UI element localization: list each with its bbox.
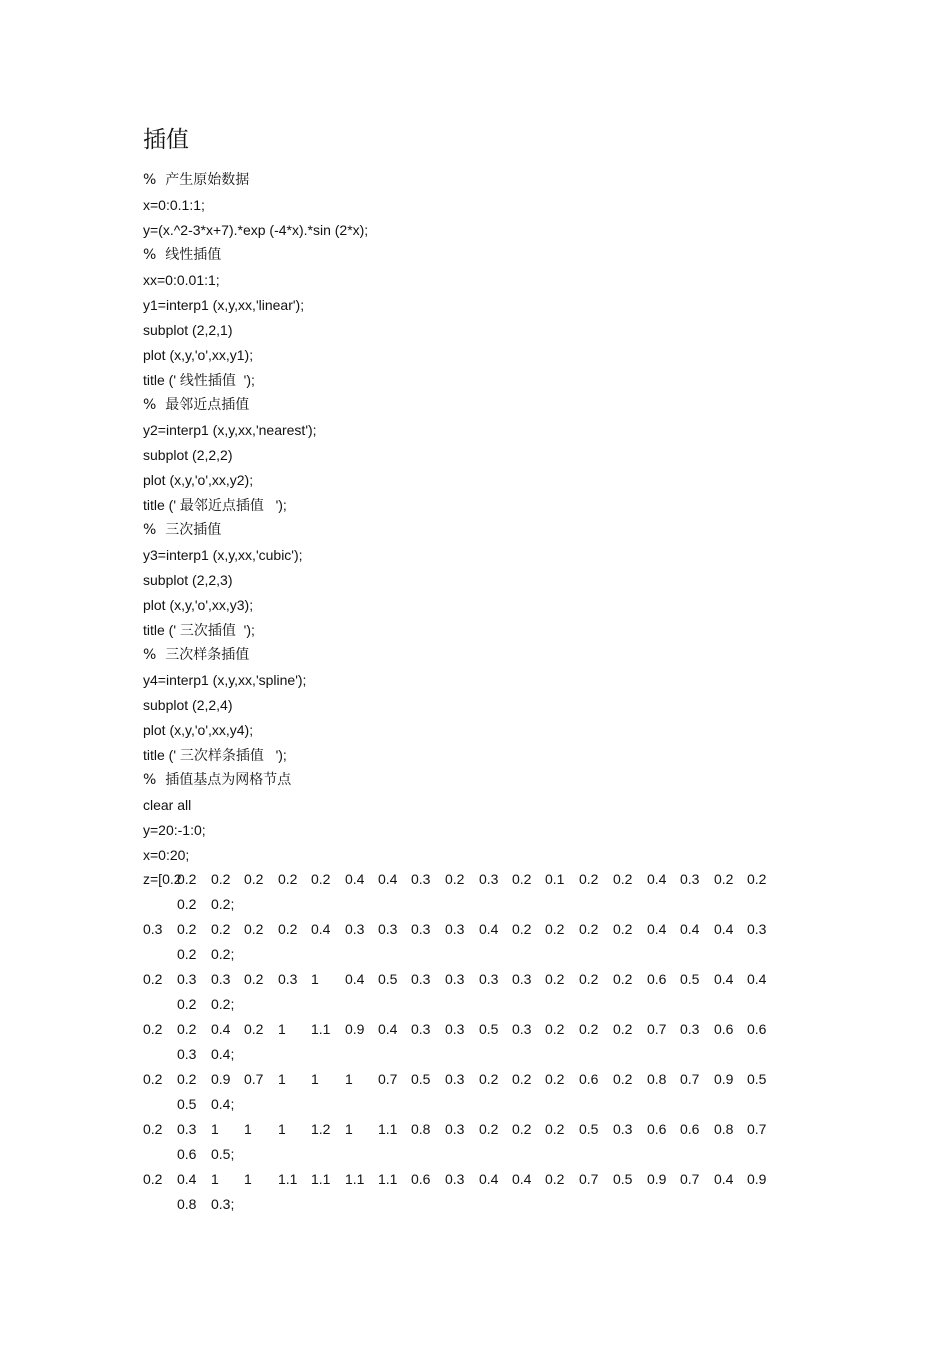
matrix-cell: 1 <box>211 1121 219 1137</box>
matrix-cell: 0.3 <box>378 921 398 937</box>
matrix-cell: 0.3 <box>345 921 365 937</box>
matrix-cell: 0.2; <box>211 896 235 912</box>
matrix-cell: 0.4 <box>714 921 734 937</box>
matrix-cell: 0.3 <box>445 971 465 987</box>
matrix-cell: 0.4 <box>714 971 734 987</box>
matrix-cell: 0.2 <box>579 971 599 987</box>
matrix-cell: 0.3 <box>479 871 499 887</box>
matrix-cell: 1 <box>278 1071 286 1087</box>
matrix-cell: 0.3 <box>411 1021 431 1037</box>
matrix-cell: 0.2 <box>143 971 163 987</box>
matrix-row <box>143 1067 823 1117</box>
matrix-cell: 0.2 <box>479 1071 499 1087</box>
matrix-row <box>143 1117 823 1167</box>
matrix-cell: 0.4 <box>479 921 499 937</box>
matrix-cell: 0.3 <box>512 971 532 987</box>
matrix-cell: 0.9 <box>714 1071 734 1087</box>
matrix-cell: 0.4 <box>345 871 365 887</box>
matrix-cell: 0.6 <box>647 1121 667 1137</box>
matrix-cell: 0.3 <box>512 1021 532 1037</box>
matrix-cell: 0.2 <box>613 921 633 937</box>
code-line: title (' 三次插值 '); <box>143 622 255 638</box>
matrix-cell: 0.6 <box>411 1171 431 1187</box>
matrix-cell: 0.2 <box>177 921 197 937</box>
matrix-cell: 0.2 <box>512 871 532 887</box>
matrix-cell: 0.5 <box>479 1021 499 1037</box>
matrix-cell: z=[0.2 <box>143 871 182 887</box>
matrix-cell: 0.9 <box>211 1071 231 1087</box>
matrix-cell: 1 <box>278 1021 286 1037</box>
matrix-cell: 0.4 <box>378 1021 398 1037</box>
matrix-cell: 0.2 <box>579 1021 599 1037</box>
matrix-cell: 0.2 <box>613 971 633 987</box>
matrix-row <box>143 917 823 967</box>
matrix-cell: 0.9 <box>747 1171 767 1187</box>
matrix-cell: 1.1 <box>311 1171 331 1187</box>
matrix-cell: 0.3 <box>747 921 767 937</box>
matrix-cell: 0.2 <box>545 971 565 987</box>
matrix-cell: 0.4 <box>680 921 700 937</box>
matrix-cell: 0.3 <box>278 971 298 987</box>
matrix-cell: 0.2 <box>613 1021 633 1037</box>
matrix-cell: 0.4; <box>211 1046 235 1062</box>
matrix-cell: 0.7 <box>647 1021 667 1037</box>
matrix-cell: 0.2 <box>244 871 264 887</box>
matrix-cell: 0.8 <box>177 1196 197 1212</box>
matrix-cell: 0.3 <box>411 971 431 987</box>
code-line: x=0:0.1:1; <box>143 197 205 213</box>
matrix-cell: 1 <box>244 1121 252 1137</box>
matrix-cell: 1 <box>278 1121 286 1137</box>
matrix-cell: 0.2 <box>244 1021 264 1037</box>
matrix-cell: 0.2 <box>579 871 599 887</box>
matrix-cell: 0.4 <box>647 921 667 937</box>
matrix-cell: 0.3 <box>445 1121 465 1137</box>
matrix-cell: 0.3 <box>143 921 163 937</box>
matrix-cell: 0.3 <box>177 1046 197 1062</box>
matrix-cell: 0.3 <box>445 1071 465 1087</box>
matrix-cell: 0.2 <box>545 1121 565 1137</box>
matrix-cell: 1 <box>311 1071 319 1087</box>
code-line: subplot (2,2,1) <box>143 322 233 338</box>
matrix-cell: 0.5 <box>177 1096 197 1112</box>
matrix-cell: 0.7 <box>680 1171 700 1187</box>
matrix-cell: 1 <box>345 1071 353 1087</box>
matrix-cell: 0.2 <box>545 921 565 937</box>
matrix-cell: 1.1 <box>345 1171 365 1187</box>
matrix-cell: 0.4 <box>378 871 398 887</box>
matrix-cell: 0.2 <box>545 1171 565 1187</box>
matrix-cell: 0.3 <box>411 871 431 887</box>
code-line: % 三次插值 <box>143 522 222 538</box>
matrix-cell: 0.9 <box>345 1021 365 1037</box>
matrix-cell: 0.2 <box>143 1021 163 1037</box>
matrix-cell: 0.2 <box>143 1171 163 1187</box>
matrix-cell: 0.5 <box>680 971 700 987</box>
matrix-row <box>143 1167 823 1217</box>
matrix-cell: 0.4 <box>345 971 365 987</box>
matrix-block <box>143 867 823 1217</box>
matrix-cell: 0.3; <box>211 1196 235 1212</box>
matrix-cell: 0.7 <box>378 1071 398 1087</box>
code-line: y4=interp1 (x,y,xx,'spline'); <box>143 672 307 688</box>
code-line: title (' 线性插值 '); <box>143 372 255 388</box>
matrix-cell: 0.6 <box>647 971 667 987</box>
matrix-cell: 0.2 <box>512 921 532 937</box>
matrix-cell: 0.4 <box>177 1171 197 1187</box>
matrix-cell: 0.2; <box>211 996 235 1012</box>
matrix-cell: 0.3 <box>211 971 231 987</box>
matrix-cell: 0.2 <box>445 871 465 887</box>
matrix-cell: 0.2 <box>512 1121 532 1137</box>
matrix-cell: 1 <box>345 1121 353 1137</box>
matrix-cell: 0.4 <box>211 1021 231 1037</box>
matrix-cell: 0.2 <box>177 946 197 962</box>
matrix-cell: 0.5 <box>747 1071 767 1087</box>
matrix-cell: 0.5 <box>411 1071 431 1087</box>
matrix-cell: 1.1 <box>278 1171 298 1187</box>
code-line: y=(x.^2-3*x+7).*exp (-4*x).*sin (2*x); <box>143 222 369 238</box>
matrix-cell: 0.3 <box>680 871 700 887</box>
matrix-cell: 0.4 <box>311 921 331 937</box>
code-line: title (' 三次样条插值 '); <box>143 747 287 763</box>
matrix-row <box>143 867 823 917</box>
matrix-cell: 0.2 <box>177 896 197 912</box>
matrix-cell: 0.3 <box>445 1021 465 1037</box>
matrix-cell: 0.5 <box>378 971 398 987</box>
matrix-cell: 0.2 <box>211 871 231 887</box>
matrix-cell: 1.2 <box>311 1121 331 1137</box>
matrix-cell: 0.7 <box>579 1171 599 1187</box>
matrix-cell: 1 <box>211 1171 219 1187</box>
matrix-cell: 0.4 <box>479 1171 499 1187</box>
matrix-cell: 0.8 <box>647 1071 667 1087</box>
matrix-cell: 0.6 <box>680 1121 700 1137</box>
matrix-cell: 1.1 <box>378 1121 398 1137</box>
matrix-cell: 0.2 <box>512 1071 532 1087</box>
matrix-cell: 0.6 <box>579 1071 599 1087</box>
matrix-cell: 0.5 <box>579 1121 599 1137</box>
code-line: subplot (2,2,3) <box>143 572 233 588</box>
matrix-cell: 0.8 <box>714 1121 734 1137</box>
matrix-cell: 0.4; <box>211 1096 235 1112</box>
matrix-cell: 0.2 <box>613 871 633 887</box>
matrix-cell: 1.1 <box>378 1171 398 1187</box>
matrix-cell: 0.2; <box>211 946 235 962</box>
matrix-cell: 0.4 <box>714 1171 734 1187</box>
matrix-cell: 0.2 <box>244 921 264 937</box>
matrix-cell: 0.3 <box>177 1121 197 1137</box>
matrix-cell: 0.2 <box>177 871 197 887</box>
matrix-cell: 0.3 <box>445 921 465 937</box>
matrix-cell: 0.2 <box>545 1071 565 1087</box>
matrix-cell: 0.2 <box>211 921 231 937</box>
code-line: % 最邻近点插值 <box>143 397 250 413</box>
code-line: subplot (2,2,2) <box>143 447 233 463</box>
code-line: y2=interp1 (x,y,xx,'nearest'); <box>143 422 317 438</box>
matrix-cell: 0.3 <box>680 1021 700 1037</box>
matrix-cell: 0.3 <box>445 1171 465 1187</box>
matrix-cell: 0.2 <box>177 996 197 1012</box>
code-block <box>143 168 823 868</box>
code-line: y3=interp1 (x,y,xx,'cubic'); <box>143 547 303 563</box>
code-line: % 三次样条插值 <box>143 647 250 663</box>
code-line: clear all <box>143 797 192 813</box>
matrix-cell: 0.4 <box>647 871 667 887</box>
matrix-cell: 0.2 <box>747 871 767 887</box>
matrix-cell: 0.7 <box>747 1121 767 1137</box>
code-line: x=0:20; <box>143 847 190 863</box>
code-line: plot (x,y,'o',xx,y1); <box>143 347 254 363</box>
matrix-row <box>143 1017 823 1067</box>
matrix-cell: 0.5 <box>613 1171 633 1187</box>
matrix-cell: 0.2 <box>311 871 331 887</box>
matrix-cell: 0.3 <box>613 1121 633 1137</box>
code-line: % 产生原始数据 <box>143 172 250 188</box>
matrix-cell: 0.8 <box>411 1121 431 1137</box>
matrix-cell: 0.2 <box>177 1021 197 1037</box>
matrix-cell: 0.7 <box>680 1071 700 1087</box>
matrix-cell: 1.1 <box>311 1021 331 1037</box>
matrix-cell: 0.2 <box>613 1071 633 1087</box>
matrix-cell: 0.6 <box>177 1146 197 1162</box>
matrix-cell: 0.9 <box>647 1171 667 1187</box>
matrix-cell: 0.2 <box>479 1121 499 1137</box>
matrix-cell: 0.2 <box>177 1071 197 1087</box>
code-line: y1=interp1 (x,y,xx,'linear'); <box>143 297 305 313</box>
matrix-cell: 0.3 <box>479 971 499 987</box>
code-line: plot (x,y,'o',xx,y4); <box>143 722 254 738</box>
code-line: plot (x,y,'o',xx,y3); <box>143 597 254 613</box>
matrix-cell: 0.1 <box>545 871 565 887</box>
code-line: title (' 最邻近点插值 '); <box>143 497 287 513</box>
matrix-cell: 0.2 <box>278 921 298 937</box>
page-title: 插值 <box>143 127 189 153</box>
matrix-cell: 0.4 <box>512 1171 532 1187</box>
code-line: xx=0:0.01:1; <box>143 272 220 288</box>
matrix-cell: 0.2 <box>714 871 734 887</box>
matrix-cell: 1 <box>311 971 319 987</box>
matrix-cell: 0.2 <box>143 1121 163 1137</box>
matrix-cell: 0.2 <box>278 871 298 887</box>
code-line: plot (x,y,'o',xx,y2); <box>143 472 254 488</box>
matrix-cell: 0.2 <box>579 921 599 937</box>
matrix-cell: 0.5; <box>211 1146 235 1162</box>
matrix-cell: 0.2 <box>143 1071 163 1087</box>
matrix-cell: 0.6 <box>714 1021 734 1037</box>
matrix-row <box>143 967 823 1017</box>
matrix-cell: 0.2 <box>545 1021 565 1037</box>
matrix-cell: 0.3 <box>411 921 431 937</box>
matrix-cell: 0.6 <box>747 1021 767 1037</box>
matrix-cell: 0.7 <box>244 1071 264 1087</box>
matrix-cell: 0.3 <box>177 971 197 987</box>
code-line: subplot (2,2,4) <box>143 697 233 713</box>
code-line: % 插值基点为网格节点 <box>143 772 292 788</box>
matrix-cell: 1 <box>244 1171 252 1187</box>
code-line: % 线性插值 <box>143 247 222 263</box>
matrix-cell: 0.4 <box>747 971 767 987</box>
matrix-cell: 0.2 <box>244 971 264 987</box>
code-line: y=20:-1:0; <box>143 822 206 838</box>
